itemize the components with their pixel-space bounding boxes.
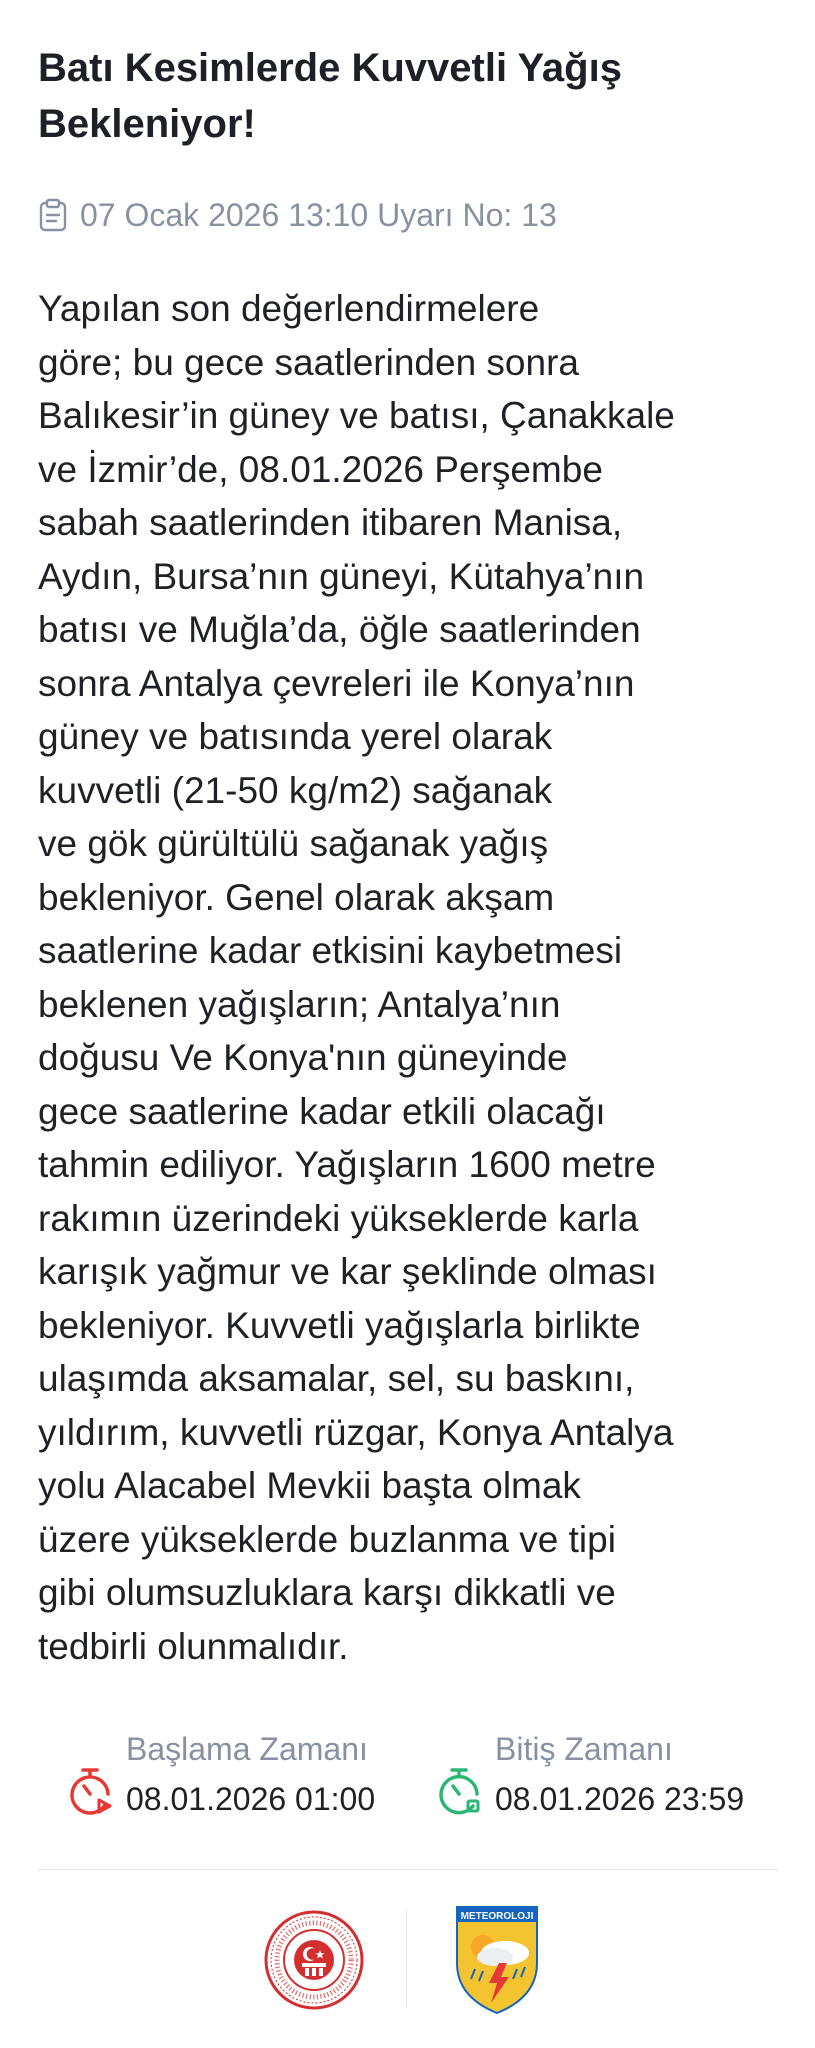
footer-divider bbox=[38, 1869, 778, 1870]
clipboard-icon bbox=[38, 198, 68, 232]
warning-body: Yapılan son değerlendirmelere göre; bu gece saatlerinden sonra Balıkesir’in güney ve batısı, Çanakkale ve İzmir’de, 08.01.2026 Perşembe sabah saatlerinden itibaren Manisa, Aydın, Bursa’nın güneyi, Kütahya’nın batısı ve Muğla’da, öğle saatlerinden sonra Antalya çevreleri ile Konya’nın güney ve batısında yerel olarak kuvvetli (21-50 kg/m2) sağanak ve gök gürültülü sağanak yağış bekleniyor. Genel olarak akşam saatlerine kadar etkisini kaybetmesi beklenen yağışların; Antalya’nın doğusu Ve Konya'nın güneyinde gece saatlerine kadar etkili olacağı tahmin ediliyor. Yağışların 1600 metre rakımın üzerindeki yükseklerde karla karışık yağmur ve kar şeklinde olması bekleniyor. Kuvvetli yağışlarla birlikte ulaşımda aksamalar, sel, su baskını, yıldırım, kuvvetli rüzgar, Konya Antalya yolu Alacabel Mevkii başta olmak üzere yükseklerde buzlanma ve tipi gibi olumsuzluklara karşı dikkatli ve tedbirli olunmalıdır. bbox=[38, 288, 675, 1667]
end-time-text bbox=[495, 1725, 744, 1825]
warning-meta-text: 07 Ocak 2026 13:10 Uyarı No: 13 bbox=[80, 197, 557, 233]
warning-meta bbox=[38, 195, 557, 235]
warning-title: Batı Kesimlerde Kuvvetli Yağış Bekleniyor! bbox=[38, 46, 622, 146]
end-time bbox=[435, 1725, 744, 1825]
footer-logos bbox=[0, 1905, 815, 2025]
start-time-value: 08.01.2026 01:00 bbox=[126, 1781, 376, 1817]
start-time-text bbox=[126, 1725, 375, 1825]
time-range bbox=[0, 1725, 815, 1845]
stopwatch-stop-icon bbox=[435, 1767, 483, 1822]
stopwatch-play-icon bbox=[66, 1767, 114, 1822]
end-time-value: 08.01.2026 23:59 bbox=[495, 1781, 745, 1817]
ministry-seal-logo bbox=[264, 1910, 364, 2015]
start-time-label: Başlama Zamanı bbox=[126, 1731, 368, 1767]
start-time bbox=[66, 1725, 375, 1825]
end-time-label: Bitiş Zamanı bbox=[495, 1731, 673, 1767]
logo-separator bbox=[406, 1910, 407, 2008]
meteoroloji-logo bbox=[455, 1905, 539, 2020]
meteoroloji-logo-text: METEOROLOJI bbox=[460, 1911, 534, 1922]
